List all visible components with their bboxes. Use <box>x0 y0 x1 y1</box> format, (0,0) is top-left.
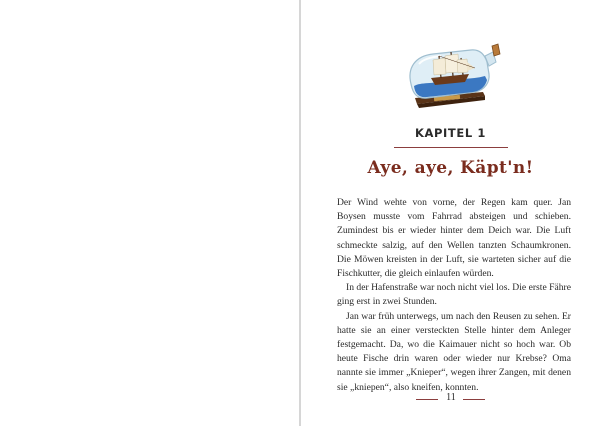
page-number: 11 <box>446 392 456 403</box>
chapter-title: Aye, aye, Käpt'n! <box>367 158 534 178</box>
paragraph: Jan war früh unterwegs, um nach den Reusen zu sehen. Er hatte sie an einer versteckten Stelle hinter dem Anleger festgemacht. Da, wo die Kaimauer nicht so hoch war. Ob heute Fische drin waren oder wieder nur Krebse? Oma nannte sie immer „Knieper“, wegen ihrer Zangen, mit denen sie „kniepen“, also kneifen, konnten. <box>337 310 571 393</box>
paragraph: Der Wind wehte von vorne, der Regen kam quer. Jan Boysen musste vom Fahrrad absteigen und schieben. Zumindest bis er wieder hinter dem Deich war. Die Luft schmeckte salzig, auf den Wellen tanzten Schaumkronen. Die Möwen kreisten in der Luft, sie warteten sicher auf die Fischkutter, die gleich einlaufen würden. <box>337 197 571 280</box>
footer-rule-right <box>463 399 485 400</box>
right-page <box>301 0 600 426</box>
paragraph: In der Hafenstraße war noch nicht viel los. Die erste Fähre ging erst in zwei Stunden. <box>337 282 571 308</box>
page-footer <box>301 392 600 406</box>
footer-rule-left <box>416 399 438 400</box>
ship-in-bottle-icon <box>401 38 501 112</box>
title-divider <box>394 147 508 148</box>
body-text <box>337 196 571 395</box>
chapter-label: KAPITEL 1 <box>415 126 486 140</box>
